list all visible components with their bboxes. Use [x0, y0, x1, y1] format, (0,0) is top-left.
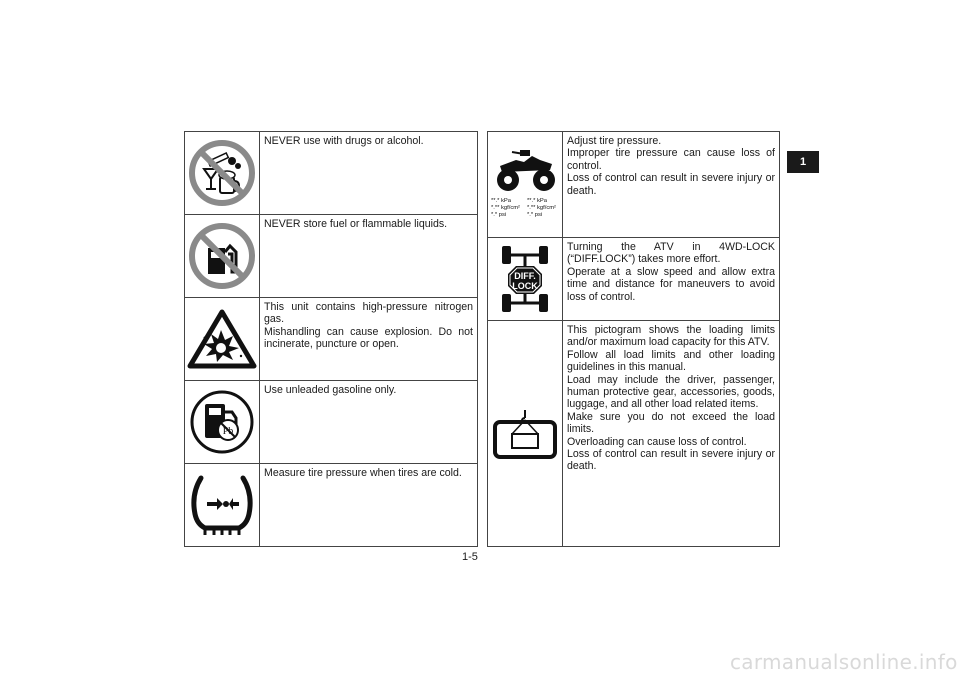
lock-label: LOCK [512, 281, 538, 291]
pictogram-cell [488, 132, 563, 238]
warning-line: Mishandling can cause explosion. Do not incinerate, puncture or open. [264, 325, 473, 351]
pictogram-cell [185, 298, 260, 381]
table-row [488, 132, 780, 238]
atv-tire-pressure-icon [494, 146, 558, 194]
pictogram-cell [488, 321, 563, 547]
no-fuel-storage-icon [188, 222, 256, 290]
warning-text [260, 298, 478, 381]
explosion-warning-icon [187, 308, 257, 370]
pressure-spec-left [491, 198, 520, 219]
warning-text [260, 215, 478, 298]
pressure-kpa: **.* kPa [491, 198, 511, 204]
pressure-psi: *.* psi [527, 212, 543, 218]
pictogram-cell [185, 381, 260, 464]
pressure-kgf: *.** kgf/cm² [527, 205, 556, 211]
warning-line: Follow all load limits and other loading guidelines in this manual. [567, 348, 775, 374]
left-warning-table [184, 131, 478, 547]
pictogram-cell [185, 215, 260, 298]
warning-line: Load may include the driver, passenger, human protective gear, accessories, goods, luggage, and all other load related items. [567, 373, 775, 411]
tire-pressure-cold-icon [187, 472, 257, 538]
warning-line: NEVER store fuel or flammable liquids. [264, 218, 448, 230]
warning-line: Operate at a slow speed and allow extra time and distance for maneuvers to avoid loss of control. [567, 265, 775, 303]
warning-line: Improper tire pressure can cause loss of control. [567, 147, 775, 172]
pictogram-cell [185, 464, 260, 547]
warning-text [563, 321, 780, 547]
warning-line: This unit contains high-pressure nitrogen gas. [264, 301, 473, 326]
load-limit-icon [492, 408, 558, 460]
pressure-kgf: *.** kgf/cm² [491, 205, 520, 211]
warning-line: Overloading can cause loss of control. [567, 435, 747, 448]
table-row [185, 298, 478, 381]
pressure-kpa: **.* kPa [527, 198, 547, 204]
table-row [185, 381, 478, 464]
warning-line: Measure tire pressure when tires are cold. [264, 467, 462, 479]
warning-line: Adjust tire pressure. [567, 135, 662, 147]
table-row [488, 321, 780, 547]
table-row [185, 464, 478, 547]
warning-line: Make sure you do not exceed the load limits. [567, 410, 775, 436]
warning-text [260, 132, 478, 215]
pressure-psi: *.* psi [491, 212, 507, 218]
pictogram-cell [488, 238, 563, 321]
warning-line: Use unleaded gasoline only. [264, 384, 397, 396]
section-tab: 1 [787, 151, 819, 173]
no-drugs-alcohol-icon [188, 139, 256, 207]
warning-text [260, 464, 478, 547]
warning-line: Turning the ATV in 4WD-LOCK (“DIFF.LOCK”) takes more effort. [567, 241, 775, 266]
warning-text [563, 132, 780, 238]
table-row [488, 238, 780, 321]
pictogram-cell [185, 132, 260, 215]
warning-line: This pictogram shows the loading limits and/or maximum load capacity for this ATV. [567, 324, 775, 349]
warning-text [260, 381, 478, 464]
warning-line: Loss of control can result in severe injury or death. [567, 448, 775, 473]
table-row [185, 215, 478, 298]
table-row [185, 132, 478, 215]
warning-line: NEVER use with drugs or alcohol. [264, 135, 424, 147]
warning-text [563, 238, 780, 321]
warning-line: Loss of control can result in severe injury or death. [567, 172, 775, 197]
watermark: carmanualsonline.info [730, 650, 958, 674]
diff-lock-icon [500, 242, 550, 316]
pressure-spec-right [527, 198, 556, 219]
right-warning-table [487, 131, 780, 547]
unleaded-fuel-icon [188, 388, 256, 456]
page-number: 1-5 [462, 551, 478, 563]
lead-symbol: Pb [222, 426, 234, 437]
diff-label: DIFF. [514, 271, 536, 281]
